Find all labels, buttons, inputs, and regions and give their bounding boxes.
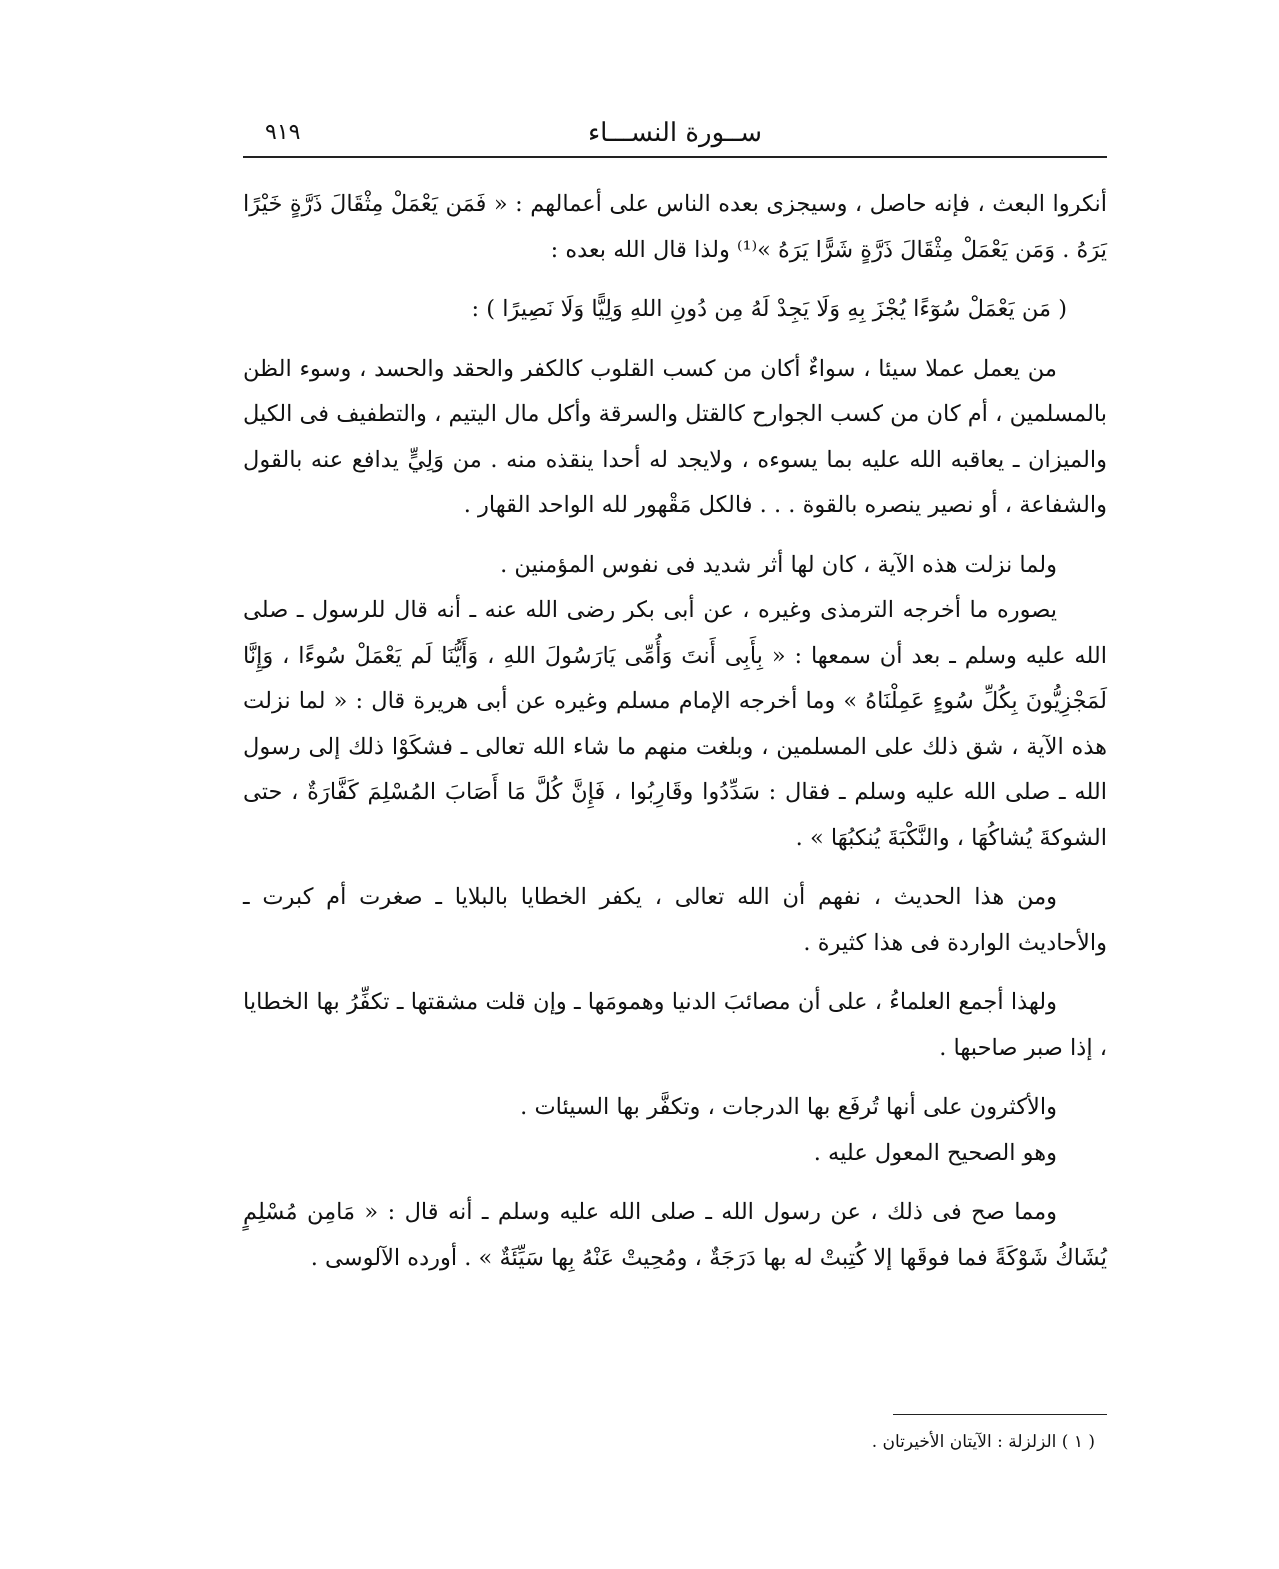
page-number: ٩١٩: [265, 120, 301, 145]
header-divider: [243, 156, 1107, 158]
paragraph-hadith-meaning: ومن هذا الحديث ، نفهم أن الله تعالى ، يكفر الخطايا بالبلايا ـ صغرت أم كبرت ـ والأحاديث الواردة فى هذا كثيرة .: [243, 884, 1107, 956]
surah-title: ســورة النســـاء: [587, 118, 763, 148]
paragraph-correct: وهو الصحيح المعول عليه .: [813, 1139, 1057, 1166]
paragraph-hadith-2: ومما صح فى ذلك ، عن رسول الله ـ صلى الله عليه وسلم ـ أنه قال : « مَامِن مُسْلِمٍ يُشَاكُ شَوْكَةً فما فوقَها إلا كُتِبتْ له بها دَرَجَةٌ ، ومُحِيتْ عَنْهُ بِها سَيِّئَةٌ » . أورده الآلوسى .: [243, 1199, 1107, 1271]
footnote: ( ١ ) الزلزلة : الآيتان الأخيرتان .: [871, 1432, 1095, 1452]
page-header: [243, 112, 1107, 156]
paragraph-explanation: من يعمل عملا سيئا ، سواءٌ أكان من كسب القلوب كالكفر والحقد والحسد ، وسوء الظن بالمسلمين ، أم كان من كسب الجوارح كالقتل والسرقة وأكل مال اليتيم ، والتطفيف فى الكيل والميزان ـ يعاقبه الله عليه بما يسوءه ، ولايجد له أحدا ينقذه منه . من وَلِيٍّ يدافع عنه بالقول والشفاعة ، أو نصير ينصره بالقوة . . . فالكل مَقْهور لله الواحد القهار .: [243, 355, 1107, 518]
paragraph-hadith-1: يصوره ما أخرجه الترمذى وغيره ، عن أبى بكر رضى الله عنه ـ أنه قال للرسول ـ صلى الله عليه وسلم ـ بعد أن سمعها : « بِأَبِى أَنتَ وَأُمِّى يَارَسُولَ اللهِ ، وَأَيُّنَا لَم يَعْمَلْ سُوءًا ، وَإِنَّا لَمَجْزِيُّونَ بِكُلِّ سُوءٍ عَمِلْنَاهُ » وما أخرجه الإمام مسلم وغيره عن أبى هريرة قال : « لما نزلت هذه الآية ، شق ذلك على المسلمين ، وبلغت منهم ما شاء الله تعالى ـ فشكَوْا ذلك إلى رسول الله ـ صلى الله عليه وسلم ـ فقال : سَدِّدُوا وقَارِبُوا ، فَإِنَّ كُلَّ مَا أَصَابَ المُسْلِمَ كَفَّارَةٌ ، حتى الشوكةَ يُشاكُهَا ، والنَّكْبَةَ يُنكبُهَا » .: [243, 597, 1107, 851]
paragraph-majority: والأكثرون على أنها تُرفَع بها الدرجات ، وتكفَّر بها السيئات .: [520, 1094, 1057, 1120]
paragraph-revelation: ولما نزلت هذه الآية ، كان لها أثر شديد فى نفوس المؤمنين .: [500, 551, 1057, 578]
body-text: [243, 182, 1107, 1281]
paragraph-scholars: ولهذا أجمع العلماءُ ، على أن مصائبَ الدنيا وهمومَها ـ وإن قلت مشقتها ـ تكفِّرُ بها الخطايا ، إذا صبر صاحبها .: [243, 989, 1107, 1061]
paragraph-intro: أنكروا البعث ، فإنه حاصل ، وسيجزى بعده الناس على أعمالهم : « فَمَن يَعْمَلْ مِثْقَالَ ذَرَّةٍ خَيْرًا يَرَهُ . وَمَن يَعْمَلْ مِثْقَالَ ذَرَّةٍ شَرًّا يَرَهُ »⁽¹⁾ ولذا قال الله بعده :: [243, 191, 1107, 263]
footnote-divider: [893, 1414, 1107, 1415]
quran-verse: ( مَن يَعْمَلْ سُوٓءًا يُجْزَ بِهِ وَلَا يَجِدْ لَهُ مِن دُونِ اللهِ وَلِيًّا وَلَا نَصِيرًا ) :: [471, 296, 1067, 322]
